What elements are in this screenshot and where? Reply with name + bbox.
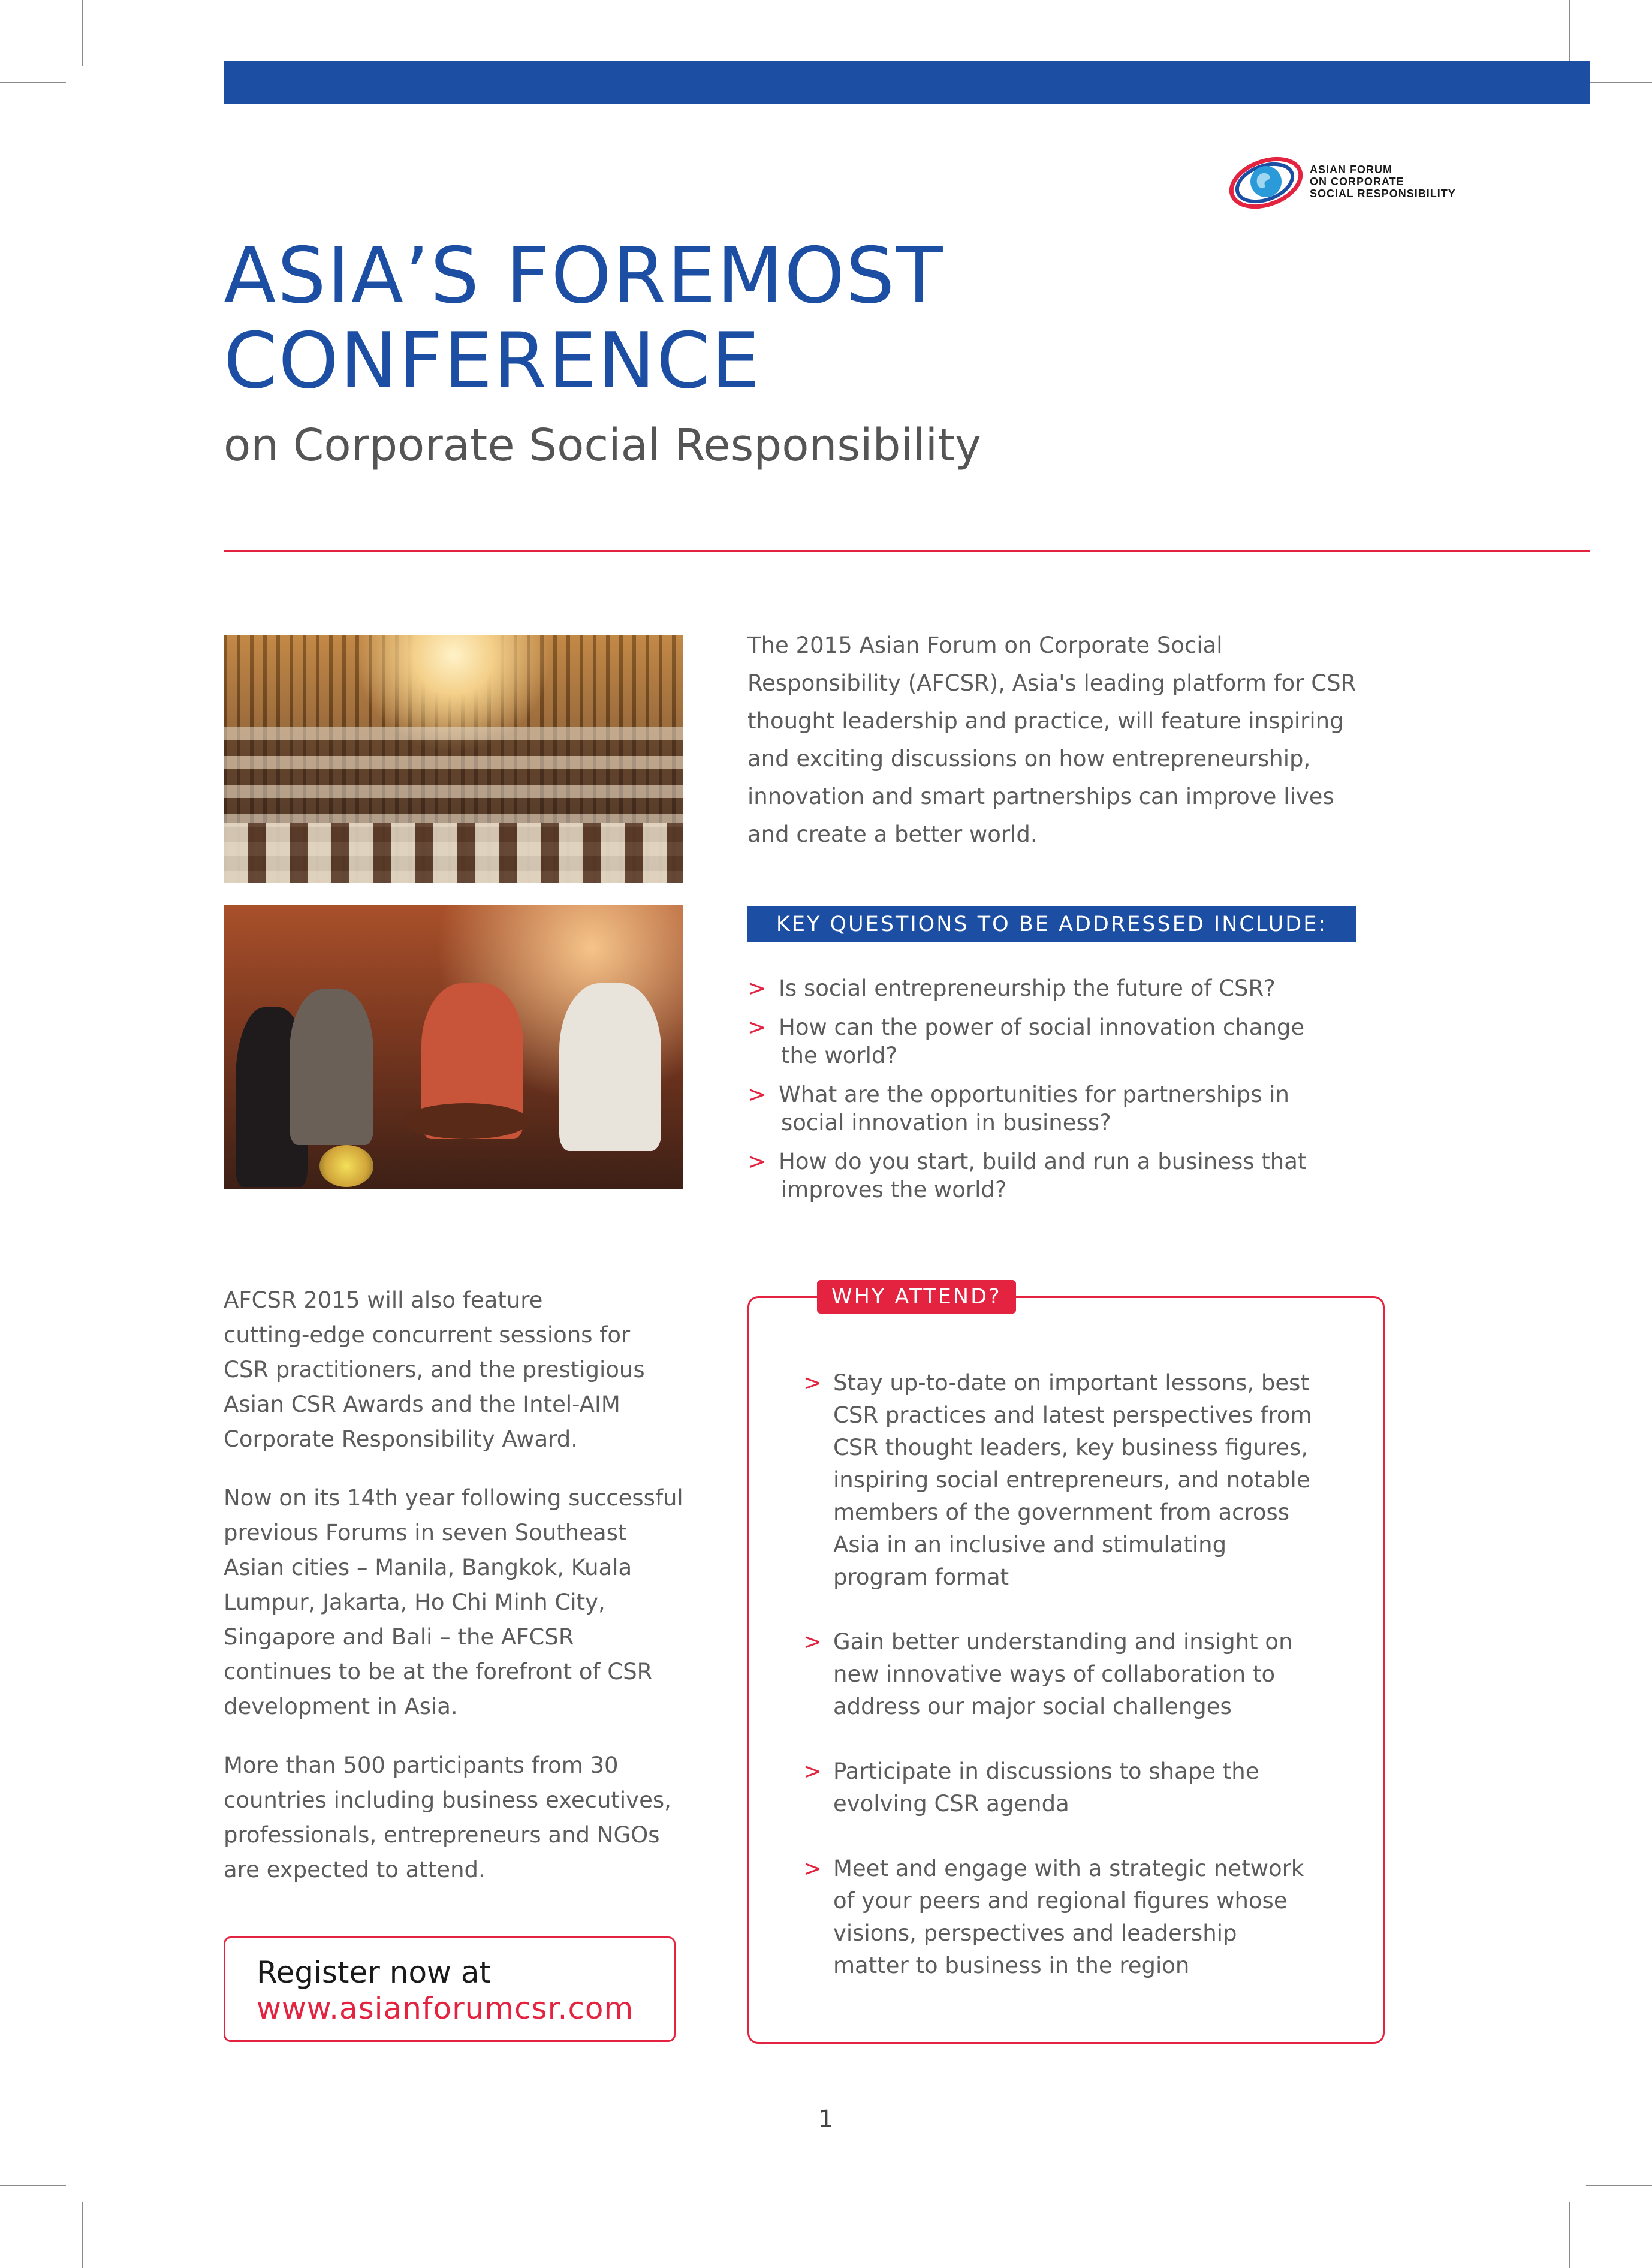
paragraph-line: Corporate Responsibility Award. bbox=[224, 1426, 578, 1452]
intro-line: and create a better world. bbox=[747, 821, 1038, 847]
paragraph-line: Asian CSR Awards and the Intel-AIM bbox=[224, 1391, 620, 1417]
paragraph-line: Singapore and Bali – the AFCSR bbox=[224, 1624, 574, 1650]
paragraph-line: are expected to attend. bbox=[224, 1857, 486, 1883]
paragraph bbox=[224, 1481, 703, 1724]
list-item bbox=[747, 974, 1407, 1002]
list-item-text: Stay up-to-date on important lessons, best bbox=[833, 1370, 1309, 1396]
page-subtitle: on Corporate Social Responsibility bbox=[224, 420, 981, 471]
bullet-arrow-icon: > bbox=[747, 1082, 767, 1107]
list-item-text: Is social entrepreneurship the future of CSR? bbox=[779, 975, 1276, 1001]
logo-line: ON CORPORATE bbox=[1310, 176, 1404, 188]
list-item bbox=[803, 1367, 1373, 1594]
bullet-arrow-icon: > bbox=[803, 1856, 822, 1881]
list-item-text: CSR practices and latest perspectives from bbox=[833, 1402, 1312, 1428]
list-item bbox=[747, 1013, 1407, 1070]
panel-discussion-photo bbox=[224, 905, 683, 1189]
paragraph-line: Now on its 14th year following successful bbox=[224, 1485, 683, 1511]
paragraph-line: AFCSR 2015 will also feature bbox=[224, 1287, 543, 1313]
list-item bbox=[747, 1147, 1407, 1204]
intro-line: and exciting discussions on how entrepreneurship, bbox=[747, 746, 1311, 772]
list-item-text: Gain better understanding and insight on bbox=[833, 1629, 1293, 1655]
bullet-arrow-icon: > bbox=[747, 1149, 767, 1174]
paragraph-line: More than 500 participants from 30 bbox=[224, 1752, 619, 1778]
key-questions-heading: KEY QUESTIONS TO BE ADDRESSED INCLUDE: bbox=[747, 906, 1356, 942]
list-item-text: CSR thought leaders, key business figures, bbox=[833, 1435, 1309, 1460]
afcsr-logo bbox=[1223, 153, 1493, 213]
list-item-text: matter to business in the region bbox=[833, 1953, 1190, 1978]
key-questions-list bbox=[747, 974, 1407, 1215]
list-item-text: Asia in an inclusive and stimulating bbox=[833, 1532, 1227, 1558]
list-item bbox=[803, 1853, 1373, 1982]
intro-line: thought leadership and practice, will feature inspiring bbox=[747, 708, 1344, 734]
bullet-arrow-icon: > bbox=[747, 975, 767, 1001]
list-item-text: program format bbox=[833, 1564, 1009, 1590]
paragraph bbox=[224, 1748, 703, 1887]
list-item-text: How do you start, build and run a business that bbox=[779, 1149, 1307, 1174]
list-item-text: What are the opportunities for partnerships in bbox=[779, 1082, 1289, 1107]
paragraph-line: cutting-edge concurrent sessions for bbox=[224, 1322, 631, 1348]
list-item-text: evolving CSR agenda bbox=[833, 1791, 1069, 1817]
register-link[interactable]: www.asianforumcsr.com bbox=[257, 1991, 634, 2026]
paragraph-line: Lumpur, Jakarta, Ho Chi Minh City, bbox=[224, 1589, 605, 1615]
list-item-text: improves the world? bbox=[781, 1177, 1007, 1203]
header-bar bbox=[224, 61, 1590, 104]
bullet-arrow-icon: > bbox=[747, 1014, 767, 1040]
list-item-text: inspiring social entrepreneurs, and notable bbox=[833, 1467, 1310, 1493]
crop-mark bbox=[1569, 2202, 1570, 2268]
title-line: ASIA’S FOREMOST bbox=[224, 231, 944, 321]
list-item-text: Participate in discussions to shape the bbox=[833, 1758, 1259, 1784]
paragraph-line: countries including business executives, bbox=[224, 1787, 671, 1813]
logo-line: SOCIAL RESPONSIBILITY bbox=[1310, 188, 1456, 200]
page-title bbox=[224, 231, 944, 406]
list-item-text: members of the government from across bbox=[833, 1499, 1290, 1525]
list-item bbox=[803, 1626, 1373, 1723]
list-item-text: visions, perspectives and leadership bbox=[833, 1920, 1237, 1946]
title-line: CONFERENCE bbox=[224, 317, 761, 406]
paragraph-line: Asian cities – Manila, Bangkok, Kuala bbox=[224, 1555, 632, 1580]
why-attend-heading: WHY ATTEND? bbox=[817, 1280, 1016, 1314]
globe-swoosh-icon bbox=[1223, 153, 1304, 213]
list-item bbox=[747, 1080, 1407, 1137]
left-column bbox=[224, 1283, 703, 1911]
intro-line: innovation and smart partnerships can improve lives bbox=[747, 784, 1334, 809]
list-item bbox=[803, 1755, 1373, 1820]
intro-line: Responsibility (AFCSR), Asia's leading platform for CSR bbox=[747, 670, 1356, 696]
conference-hall-photo bbox=[224, 635, 683, 883]
divider bbox=[224, 550, 1590, 552]
bullet-arrow-icon: > bbox=[803, 1758, 822, 1784]
bullet-arrow-icon: > bbox=[803, 1629, 822, 1655]
crop-mark bbox=[0, 82, 66, 83]
paragraph-line: previous Forums in seven Southeast bbox=[224, 1520, 627, 1546]
logo-line: ASIAN FORUM bbox=[1310, 164, 1392, 176]
list-item-text: Meet and engage with a strategic network bbox=[833, 1856, 1304, 1881]
list-item-text: the world? bbox=[781, 1043, 897, 1068]
paragraph-line: CSR practitioners, and the prestigious bbox=[224, 1357, 645, 1383]
paragraph bbox=[224, 1283, 703, 1457]
list-item-text: of your peers and regional figures whose bbox=[833, 1888, 1288, 1914]
bullet-arrow-icon: > bbox=[803, 1370, 822, 1396]
crop-mark bbox=[82, 2202, 83, 2268]
paragraph-line: development in Asia. bbox=[224, 1694, 458, 1719]
list-item-text: address our major social challenges bbox=[833, 1694, 1232, 1719]
crop-mark bbox=[1586, 2185, 1652, 2186]
why-attend-list bbox=[803, 1367, 1373, 2014]
crop-mark bbox=[1569, 0, 1570, 66]
intro-paragraph bbox=[747, 627, 1377, 853]
list-item-text: How can the power of social innovation change bbox=[779, 1014, 1305, 1040]
list-item-text: new innovative ways of collaboration to bbox=[833, 1661, 1276, 1687]
intro-line: The 2015 Asian Forum on Corporate Social bbox=[747, 632, 1223, 658]
crop-mark bbox=[0, 2185, 66, 2186]
list-item-text: social innovation in business? bbox=[781, 1110, 1111, 1135]
paragraph-line: continues to be at the forefront of CSR bbox=[224, 1659, 653, 1685]
crop-mark bbox=[1586, 82, 1652, 83]
paragraph-line: professionals, entrepreneurs and NGOs bbox=[224, 1822, 660, 1848]
register-label: Register now at bbox=[257, 1955, 492, 1990]
page-number: 1 bbox=[818, 2106, 834, 2133]
crop-mark bbox=[82, 0, 83, 66]
register-box bbox=[224, 1936, 676, 2042]
